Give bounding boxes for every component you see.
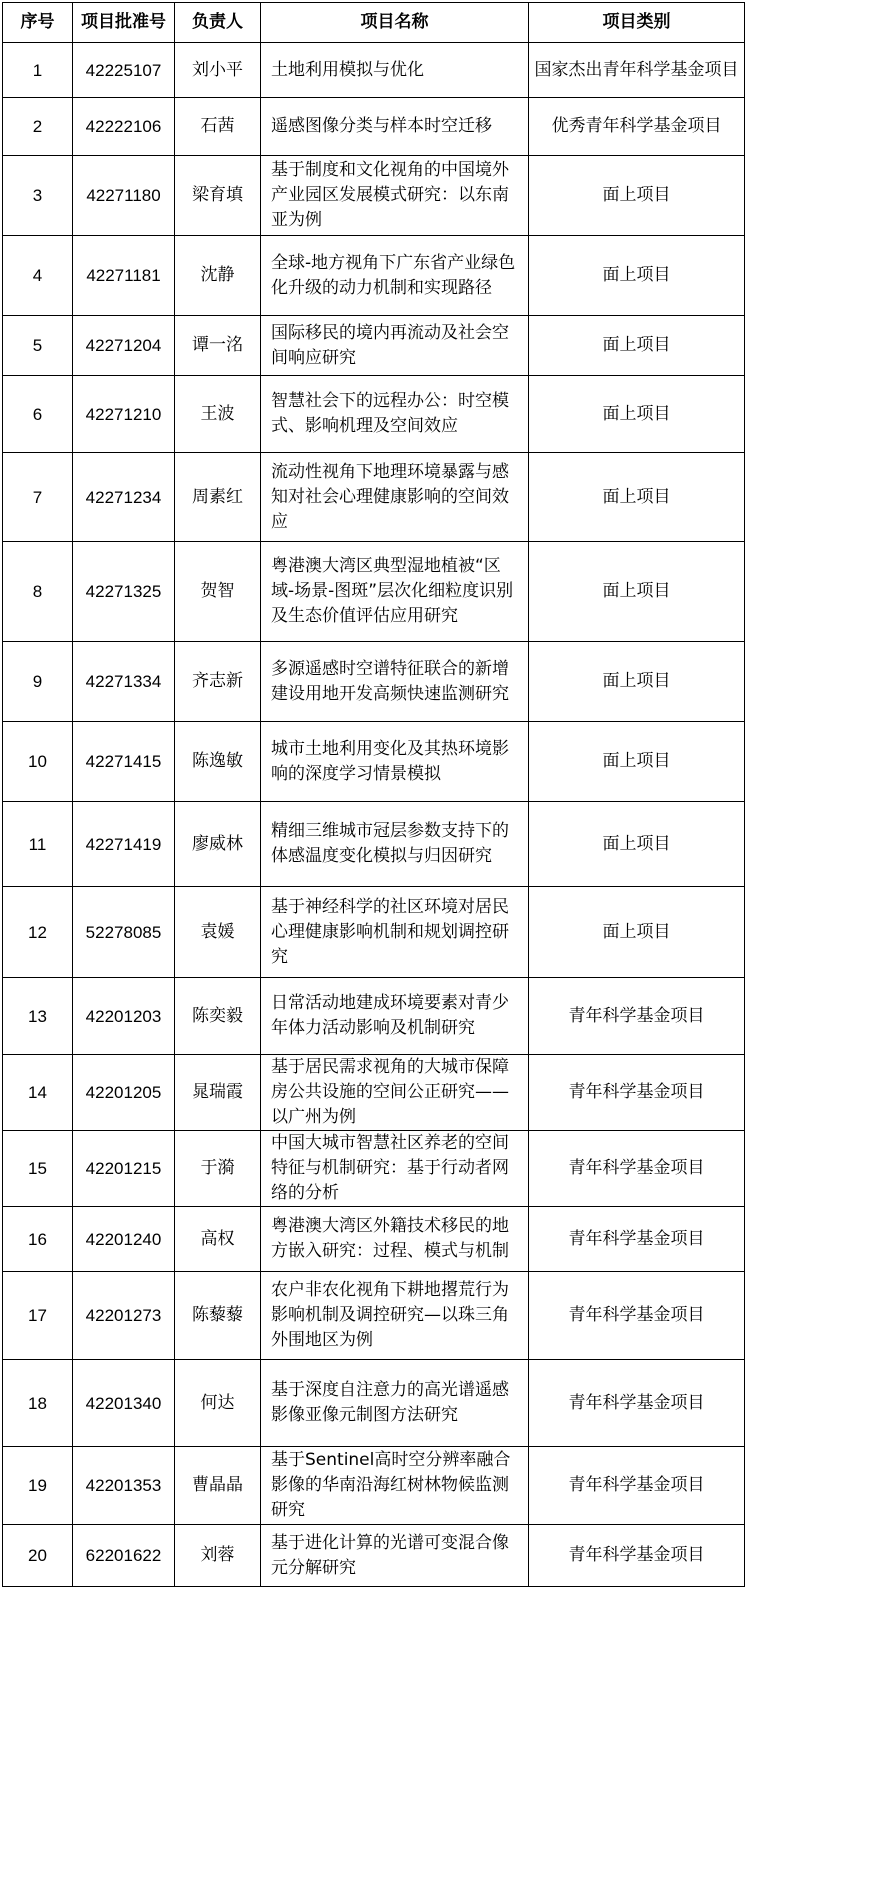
row-person-cell: 刘小平	[175, 43, 261, 98]
row-code-cell: 42271415	[73, 722, 175, 802]
header-index: 序号	[3, 3, 73, 43]
row-index-cell: 9	[3, 642, 73, 722]
row-person-cell: 石茜	[175, 98, 261, 156]
row-category-cell: 青年科学基金项目	[529, 978, 745, 1055]
row-index-cell: 12	[3, 887, 73, 978]
row-index-cell: 7	[3, 453, 73, 542]
row-project-name-cell: 基于Sentinel高时空分辨率融合影像的华南沿海红树林物候监测研究	[261, 1447, 529, 1525]
row-code-cell: 42225107	[73, 43, 175, 98]
row-category-cell: 青年科学基金项目	[529, 1272, 745, 1360]
row-project-name-cell: 全球-地方视角下广东省产业绿色化升级的动力机制和实现路径	[261, 236, 529, 316]
table-row	[3, 156, 745, 236]
row-project-name-cell: 国际移民的境内再流动及社会空间响应研究	[261, 316, 529, 376]
row-project-name-cell: 流动性视角下地理环境暴露与感知对社会心理健康影响的空间效应	[261, 453, 529, 542]
row-project-name-cell: 多源遥感时空谱特征联合的新增建设用地开发高频快速监测研究	[261, 642, 529, 722]
row-project-name-cell: 土地利用模拟与优化	[261, 43, 529, 98]
row-index-cell: 20	[3, 1525, 73, 1587]
row-person-cell: 刘蓉	[175, 1525, 261, 1587]
row-index-cell: 4	[3, 236, 73, 316]
row-category-cell: 国家杰出青年科学基金项目	[529, 43, 745, 98]
table-row	[3, 978, 745, 1055]
table-row	[3, 642, 745, 722]
table-row	[3, 1360, 745, 1447]
row-category-cell: 面上项目	[529, 887, 745, 978]
table-row	[3, 542, 745, 642]
row-category-cell: 青年科学基金项目	[529, 1207, 745, 1272]
row-code-cell: 42271181	[73, 236, 175, 316]
table-row	[3, 376, 745, 453]
row-person-cell: 晁瑞霞	[175, 1055, 261, 1131]
row-index-cell: 2	[3, 98, 73, 156]
row-code-cell: 42271180	[73, 156, 175, 236]
table-body	[3, 43, 745, 1587]
row-project-name-cell: 粤港澳大湾区典型湿地植被“区域-场景-图斑”层次化细粒度识别及生态价值评估应用研究	[261, 542, 529, 642]
table-row	[3, 43, 745, 98]
row-category-cell: 面上项目	[529, 156, 745, 236]
row-person-cell: 廖威林	[175, 802, 261, 887]
row-code-cell: 42271334	[73, 642, 175, 722]
row-project-name-cell: 智慧社会下的远程办公：时空模式、影响机理及空间效应	[261, 376, 529, 453]
table-row	[3, 887, 745, 978]
row-person-cell: 陈奕毅	[175, 978, 261, 1055]
row-category-cell: 面上项目	[529, 722, 745, 802]
row-category-cell: 青年科学基金项目	[529, 1360, 745, 1447]
table-row	[3, 453, 745, 542]
row-person-cell: 高权	[175, 1207, 261, 1272]
row-code-cell: 42201240	[73, 1207, 175, 1272]
row-person-cell: 何达	[175, 1360, 261, 1447]
row-index-cell: 17	[3, 1272, 73, 1360]
table-header-row	[3, 3, 745, 43]
row-project-name-cell: 基于神经科学的社区环境对居民心理健康影响机制和规划调控研究	[261, 887, 529, 978]
table-row	[3, 1055, 745, 1131]
table-row	[3, 722, 745, 802]
row-project-name-cell: 日常活动地建成环境要素对青少年体力活动影响及机制研究	[261, 978, 529, 1055]
row-code-cell: 62201622	[73, 1525, 175, 1587]
row-index-cell: 11	[3, 802, 73, 887]
row-person-cell: 周素红	[175, 453, 261, 542]
row-project-name-cell: 基于进化计算的光谱可变混合像元分解研究	[261, 1525, 529, 1587]
row-project-name-cell: 农户非农化视角下耕地撂荒行为影响机制及调控研究—以珠三角外围地区为例	[261, 1272, 529, 1360]
row-person-cell: 梁育填	[175, 156, 261, 236]
table-row	[3, 1525, 745, 1587]
table-row	[3, 1447, 745, 1525]
row-category-cell: 面上项目	[529, 802, 745, 887]
row-code-cell: 42271234	[73, 453, 175, 542]
row-code-cell: 42271419	[73, 802, 175, 887]
row-code-cell: 42201203	[73, 978, 175, 1055]
row-project-name-cell: 基于深度自注意力的高光谱遥感影像亚像元制图方法研究	[261, 1360, 529, 1447]
row-code-cell: 42201340	[73, 1360, 175, 1447]
row-person-cell: 谭一洺	[175, 316, 261, 376]
row-index-cell: 3	[3, 156, 73, 236]
row-project-name-cell: 遥感图像分类与样本时空迁移	[261, 98, 529, 156]
table-row	[3, 1207, 745, 1272]
table-row	[3, 1272, 745, 1360]
header-project-name: 项目名称	[261, 3, 529, 43]
row-person-cell: 齐志新	[175, 642, 261, 722]
table-row	[3, 236, 745, 316]
project-table	[2, 2, 745, 1587]
row-category-cell: 面上项目	[529, 453, 745, 542]
row-code-cell: 42222106	[73, 98, 175, 156]
row-project-name-cell: 精细三维城市冠层参数支持下的体感温度变化模拟与归因研究	[261, 802, 529, 887]
row-project-name-cell: 粤港澳大湾区外籍技术移民的地方嵌入研究：过程、模式与机制	[261, 1207, 529, 1272]
row-person-cell: 沈静	[175, 236, 261, 316]
table-row	[3, 802, 745, 887]
row-index-cell: 14	[3, 1055, 73, 1131]
header-category: 项目类别	[529, 3, 745, 43]
row-code-cell: 42201215	[73, 1131, 175, 1207]
header-person: 负责人	[175, 3, 261, 43]
row-index-cell: 13	[3, 978, 73, 1055]
row-person-cell: 王波	[175, 376, 261, 453]
row-person-cell: 陈逸敏	[175, 722, 261, 802]
row-category-cell: 青年科学基金项目	[529, 1447, 745, 1525]
row-index-cell: 16	[3, 1207, 73, 1272]
project-table-wrapper	[2, 2, 745, 1587]
row-category-cell: 面上项目	[529, 316, 745, 376]
row-code-cell: 42271325	[73, 542, 175, 642]
row-project-name-cell: 基于居民需求视角的大城市保障房公共设施的空间公正研究——以广州为例	[261, 1055, 529, 1131]
table-row	[3, 316, 745, 376]
row-category-cell: 青年科学基金项目	[529, 1525, 745, 1587]
row-code-cell: 42271204	[73, 316, 175, 376]
row-category-cell: 面上项目	[529, 642, 745, 722]
row-index-cell: 5	[3, 316, 73, 376]
row-project-name-cell: 中国大城市智慧社区养老的空间特征与机制研究：基于行动者网络的分析	[261, 1131, 529, 1207]
row-index-cell: 18	[3, 1360, 73, 1447]
row-index-cell: 6	[3, 376, 73, 453]
row-code-cell: 42271210	[73, 376, 175, 453]
row-project-name-cell: 基于制度和文化视角的中国境外产业园区发展模式研究：以东南亚为例	[261, 156, 529, 236]
row-category-cell: 面上项目	[529, 542, 745, 642]
row-person-cell: 贺智	[175, 542, 261, 642]
row-index-cell: 19	[3, 1447, 73, 1525]
header-code: 项目批准号	[73, 3, 175, 43]
row-code-cell: 42201273	[73, 1272, 175, 1360]
row-person-cell: 于漪	[175, 1131, 261, 1207]
row-index-cell: 1	[3, 43, 73, 98]
row-category-cell: 青年科学基金项目	[529, 1055, 745, 1131]
row-index-cell: 15	[3, 1131, 73, 1207]
table-row	[3, 98, 745, 156]
row-person-cell: 袁媛	[175, 887, 261, 978]
row-index-cell: 10	[3, 722, 73, 802]
row-code-cell: 42201205	[73, 1055, 175, 1131]
row-code-cell: 42201353	[73, 1447, 175, 1525]
row-category-cell: 面上项目	[529, 236, 745, 316]
row-person-cell: 陈藜藜	[175, 1272, 261, 1360]
row-category-cell: 优秀青年科学基金项目	[529, 98, 745, 156]
table-row	[3, 1131, 745, 1207]
row-person-cell: 曹晶晶	[175, 1447, 261, 1525]
row-code-cell: 52278085	[73, 887, 175, 978]
row-project-name-cell: 城市土地利用变化及其热环境影响的深度学习情景模拟	[261, 722, 529, 802]
row-category-cell: 面上项目	[529, 376, 745, 453]
row-category-cell: 青年科学基金项目	[529, 1131, 745, 1207]
row-index-cell: 8	[3, 542, 73, 642]
